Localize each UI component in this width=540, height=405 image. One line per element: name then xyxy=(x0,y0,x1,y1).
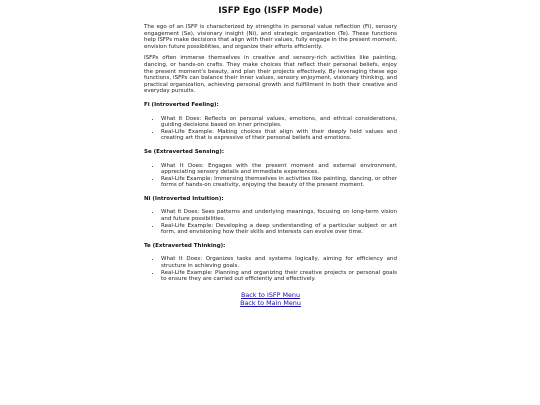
back-to-main-menu-link[interactable]: Back to Main Menu xyxy=(240,298,301,307)
detail-list xyxy=(144,209,397,235)
list-item: • What It Does: Reflects on personal values, emotions, and ethical considerations, guiding decisions based on inner principles. xyxy=(161,116,397,129)
list-item: • What It Does: Organizes tasks and systems logically, aiming for efficiency and structure in achieving goals. xyxy=(161,256,397,269)
section-heading: Ni (Introverted Intuition): xyxy=(144,195,224,202)
section-se xyxy=(144,149,397,189)
list-item: • What It Does: Engages with the present moment and external environment, appreciating sensory details and immediate experiences. xyxy=(161,163,397,176)
section-heading: Fi (Introverted Feeling): xyxy=(144,101,219,108)
page-title: ISFP Ego (ISFP Mode) xyxy=(218,6,323,16)
intro-paragraph: The ego of an ISFP is characterized by strengths in personal value reflection (Fi), sensory engagement (Se), visionary insight (Ni), and strategic organization (Te). These functions help ISFPs make decisions that align with their values, fully engage in the present moment, envision future possibilities, and organize their efforts efficiently. xyxy=(144,24,397,50)
detail-list xyxy=(144,163,397,189)
section-fi xyxy=(144,102,397,142)
list-item: • Real-Life Example: Planning and organizing their creative projects or personal goals to ensure they are carried out efficiently and effectively. xyxy=(161,270,397,283)
section-ni xyxy=(144,196,397,236)
section-te xyxy=(144,243,397,283)
list-item: • Real-Life Example: Immersing themselves in activities like painting, dancing, or other forms of hands-on creativity, enjoying the beauty of the present moment. xyxy=(161,176,397,189)
intro-paragraph: ISFPs often immerse themselves in creative and sensory-rich activities like painting, dancing, or hands-on crafts. They make choices that reflect their personal beliefs, enjoy the present moment's beauty, and plan their projects effectively. By leveraging these ego functions, ISFPs can balance their inner values, sensory enjoyment, visionary thinking, and practical organization, achieving personal growth and fulfillment in both their creative and everyday pursuits. xyxy=(144,55,397,95)
section-heading: Se (Extraverted Sensing): xyxy=(144,148,225,155)
navigation-links xyxy=(144,292,397,308)
article xyxy=(144,6,397,307)
list-item: • Real-Life Example: Developing a deep understanding of a particular subject or art form, and envisioning how their skills and interests can evolve over time. xyxy=(161,223,397,236)
list-item: • What It Does: Sees patterns and underlying meanings, focusing on long-term vision and future possibilities. xyxy=(161,209,397,222)
detail-list xyxy=(144,256,397,282)
list-item: • Real-Life Example: Making choices that align with their deeply held values and creating art that is expressive of their personal beliefs and emotions. xyxy=(161,129,397,142)
detail-list xyxy=(144,116,397,142)
back-to-isfp-menu-link[interactable]: Back to ISFP Menu xyxy=(240,290,301,299)
section-heading: Te (Extraverted Thinking): xyxy=(144,242,226,249)
